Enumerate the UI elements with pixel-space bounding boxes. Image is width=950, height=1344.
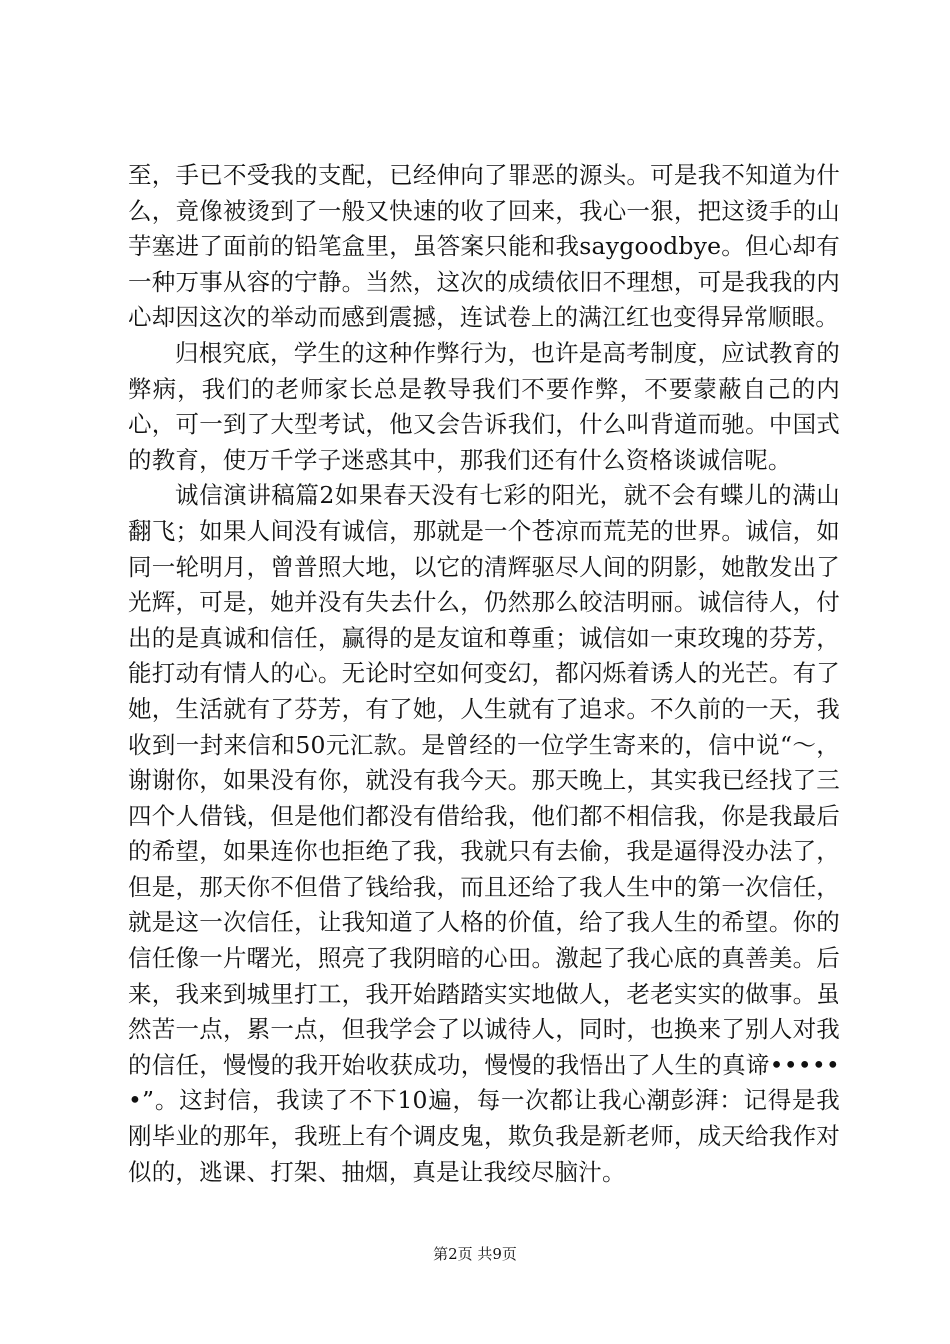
document-body: [128, 158, 840, 1190]
paragraph-continuation: 至，手已不受我的支配，已经伸向了罪恶的源头。可是我不知道为什么，竟像被烫到了一般又快速的收了回来，我心一狠，把这烫手的山芋塞进了面前的铅笔盒里，虽答案只能和我saygoodbye。但心却有一种万事从容的宁静。当然，这次的成绩依旧不理想，可是我我的内心却因这次的举动而感到震撼，连试卷上的满江红也变得异常顺眼。: [128, 161, 840, 332]
paragraph-speech-2: 诚信演讲稿篇2如果春天没有七彩的阳光，就不会有蝶儿的满山翻飞；如果人间没有诚信，那就是一个苍凉而荒芜的世界。诚信，如同一轮明月，曾普照大地，以它的清辉驱尽人间的阴影，她散发出了光辉，可是，她并没有失去什么，仍然那么皎洁明丽。诚信待人，付出的是真诚和信任，赢得的是友谊和尊重；诚信如一束玫瑰的芬芳，能打动有情人的心。无论时空如何变幻，都闪烁着诱人的光芒。有了她，生活就有了芬芳，有了她，人生就有了追求。不久前的一天，我收到一封来信和50元汇款。是曾经的一位学生寄来的，信中说“～，谢谢你，如果没有你，就没有我今天。那天晚上，其实我已经找了三四个人借钱，但是他们都没有借给我，他们都不相信我，你是我最后的希望，如果连你也拒绝了我，我就只有去偷，我是逼得没办法了，但是，那天你不但借了钱给我，而且还给了我人生中的第一次信任，就是这一次信任，让我知道了人格的价值，给了我人生的希望。你的信任像一片曙光，照亮了我阴暗的心田。激起了我心底的真善美。后来，我来到城里打工，我开始踏踏实实地做人，老老实实的做事。虽然苦一点，累一点，但我学会了以诚待人，同时，也换来了别人对我的信任，慢慢的我开始收获成功，慢慢的我悟出了人生的真谛••••••”。这封信，我读了不下10遍，每一次都让我心潮彭湃：记得是我刚毕业的那年，我班上有个调皮鬼，欺负我是新老师，成天给我作对似的，逃课、打架、抽烟，真是让我绞尽脑汁。: [128, 481, 840, 1186]
paragraph-education-critique: 归根究底，学生的这种作弊行为，也许是高考制度，应试教育的弊病，我们的老师家长总是教导我们不要作弊，不要蒙蔽自己的内心，可一到了大型考试，他又会告诉我们，什么叫背道而驰。中国式的教育，使万千学子迷惑其中，那我们还有什么资格谈诚信呢。: [128, 338, 840, 474]
page-number-footer: 第2页 共9页: [433, 1245, 517, 1263]
